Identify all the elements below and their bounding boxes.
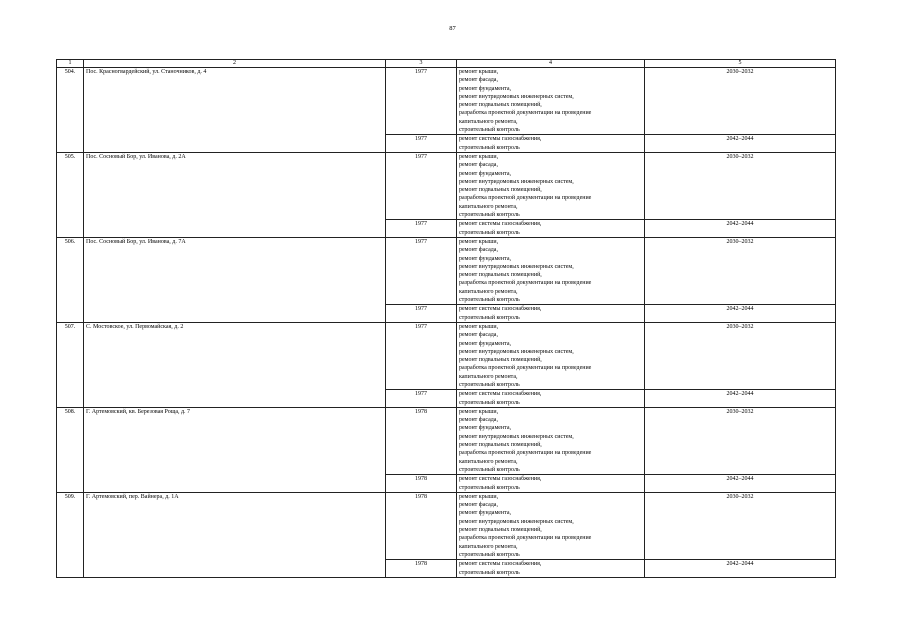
period-cell: 2030–2032: [645, 492, 836, 559]
work-item: ремонт крыши,: [459, 238, 499, 245]
period-cell: 2042–2044: [645, 390, 836, 408]
works-cell: [457, 135, 645, 153]
work-item: ремонт подвальных помещений,: [459, 102, 542, 109]
year-cell: 1978: [386, 475, 457, 493]
work-item: ремонт подвальных помещений,: [459, 187, 542, 194]
work-item: ремонт внутридомовых инженерных систем,: [459, 263, 574, 270]
work-item: ремонт фундамента,: [459, 85, 511, 92]
work-item: ремонт внутридомовых инженерных систем,: [459, 93, 574, 100]
work-item: ремонт внутридомовых инженерных систем,: [459, 433, 574, 440]
table-row: [57, 237, 836, 304]
work-item: разработка проектной документации на проведение: [459, 365, 592, 372]
work-item: ремонт фундамента,: [459, 340, 511, 347]
table-row: [57, 322, 836, 389]
year-cell: 1977: [386, 305, 457, 323]
period-cell: 2030–2032: [645, 322, 836, 389]
repair-schedule-table: [56, 59, 836, 578]
work-item: ремонт внутридомовых инженерных систем,: [459, 178, 574, 185]
work-item: разработка проектной документации на проведение: [459, 280, 592, 287]
row-number: 505.: [57, 152, 84, 237]
year-cell: 1977: [386, 135, 457, 153]
row-number: 506.: [57, 237, 84, 322]
works-cell: [457, 560, 645, 578]
table-row: [57, 407, 836, 474]
work-item: ремонт фасада,: [459, 417, 498, 424]
works-cell: [457, 305, 645, 323]
work-item: строительный контроль: [459, 144, 520, 151]
table-header-row: [57, 60, 836, 68]
work-item: капитального ремонта,: [459, 373, 518, 380]
header-col-4: 4: [457, 60, 645, 68]
address-cell: Г. Артемовский, пер. Вайнера, д. 1А: [84, 492, 386, 577]
work-item: ремонт подвальных помещений,: [459, 442, 542, 449]
work-item: ремонт крыши,: [459, 493, 499, 500]
table-row: [57, 152, 836, 219]
work-item: капитального ремонта,: [459, 288, 518, 295]
work-item: разработка проектной документации на проведение: [459, 535, 592, 542]
year-cell: 1978: [386, 407, 457, 474]
period-cell: 2030–2032: [645, 237, 836, 304]
table-row: [57, 492, 836, 559]
table-body: [57, 60, 836, 578]
period-cell: 2030–2032: [645, 152, 836, 219]
work-item: ремонт фундамента,: [459, 425, 511, 432]
work-item: ремонт системы газоснабжения,: [459, 476, 542, 483]
header-col-3: 3: [386, 60, 457, 68]
work-item: строительный контроль: [459, 229, 520, 236]
address-cell: Г. Артемовский, кв. Березовая Роща, д. 7: [84, 407, 386, 492]
header-col-1: 1: [57, 60, 84, 68]
works-cell: [457, 220, 645, 238]
work-item: ремонт фасада,: [459, 247, 498, 254]
works-cell: [457, 475, 645, 493]
address-cell: Пос. Сосновый Бор, ул. Иванова, д. 2А: [84, 152, 386, 237]
year-cell: 1977: [386, 237, 457, 304]
work-item: ремонт системы газоснабжения,: [459, 306, 542, 313]
year-cell: 1978: [386, 560, 457, 578]
works-cell: [457, 237, 645, 304]
year-cell: 1977: [386, 220, 457, 238]
work-item: капитального ремонта,: [459, 203, 518, 210]
work-item: ремонт подвальных помещений,: [459, 527, 542, 534]
work-item: строительный контроль: [459, 569, 520, 576]
work-item: ремонт фундамента,: [459, 170, 511, 177]
work-item: ремонт фасада,: [459, 502, 498, 509]
period-cell: 2030–2032: [645, 407, 836, 474]
work-item: строительный контроль: [459, 466, 520, 473]
work-item: ремонт внутридомовых инженерных систем,: [459, 348, 574, 355]
period-cell: 2042–2044: [645, 135, 836, 153]
work-item: разработка проектной документации на проведение: [459, 450, 592, 457]
work-item: строительный контроль: [459, 127, 520, 134]
works-cell: [457, 390, 645, 408]
work-item: ремонт системы газоснабжения,: [459, 136, 542, 143]
work-item: разработка проектной документации на проведение: [459, 110, 592, 117]
row-number: 507.: [57, 322, 84, 407]
year-cell: 1977: [386, 322, 457, 389]
work-item: ремонт системы газоснабжения,: [459, 221, 542, 228]
work-item: ремонт крыши,: [459, 408, 499, 415]
work-item: ремонт системы газоснабжения,: [459, 391, 542, 398]
header-col-2: 2: [84, 60, 386, 68]
work-item: строительный контроль: [459, 399, 520, 406]
work-item: строительный контроль: [459, 314, 520, 321]
work-item: ремонт подвальных помещений,: [459, 357, 542, 364]
year-cell: 1978: [386, 492, 457, 559]
works-cell: [457, 407, 645, 474]
period-cell: 2042–2044: [645, 560, 836, 578]
work-item: строительный контроль: [459, 484, 520, 491]
work-item: ремонт внутридомовых инженерных систем,: [459, 518, 574, 525]
work-item: капитального ремонта,: [459, 458, 518, 465]
work-item: капитального ремонта,: [459, 118, 518, 125]
work-item: ремонт крыши,: [459, 153, 499, 160]
row-number: 509.: [57, 492, 84, 577]
work-item: ремонт системы газоснабжения,: [459, 561, 542, 568]
works-cell: [457, 322, 645, 389]
works-cell: [457, 152, 645, 219]
period-cell: 2042–2044: [645, 305, 836, 323]
period-cell: 2042–2044: [645, 475, 836, 493]
period-cell: 2030–2032: [645, 68, 836, 135]
period-cell: 2042–2044: [645, 220, 836, 238]
work-item: строительный контроль: [459, 381, 520, 388]
works-cell: [457, 68, 645, 135]
work-item: разработка проектной документации на проведение: [459, 195, 592, 202]
work-item: ремонт крыши,: [459, 323, 499, 330]
work-item: строительный контроль: [459, 551, 520, 558]
work-item: ремонт фасада,: [459, 162, 498, 169]
address-cell: Пос. Красногвардейский, ул. Станочников, д. 4: [84, 68, 386, 153]
page-number: 87: [449, 25, 456, 32]
work-item: ремонт фасада,: [459, 77, 498, 84]
row-number: 504.: [57, 68, 84, 153]
works-cell: [457, 492, 645, 559]
work-item: ремонт фундамента,: [459, 255, 511, 262]
year-cell: 1977: [386, 68, 457, 135]
table-row: [57, 68, 836, 135]
work-item: строительный контроль: [459, 212, 520, 219]
header-col-5: 5: [645, 60, 836, 68]
work-item: ремонт фасада,: [459, 332, 498, 339]
work-item: ремонт крыши,: [459, 69, 499, 75]
work-item: ремонт фундамента,: [459, 510, 511, 517]
year-cell: 1977: [386, 390, 457, 408]
address-cell: Пос. Сосновый Бор, ул. Иванова, д. 7А: [84, 237, 386, 322]
work-item: капитального ремонта,: [459, 543, 518, 550]
row-number: 508.: [57, 407, 84, 492]
work-item: ремонт подвальных помещений,: [459, 272, 542, 279]
address-cell: С. Мостовское, ул. Первомайская, д. 2: [84, 322, 386, 407]
work-item: строительный контроль: [459, 297, 520, 304]
year-cell: 1977: [386, 152, 457, 219]
